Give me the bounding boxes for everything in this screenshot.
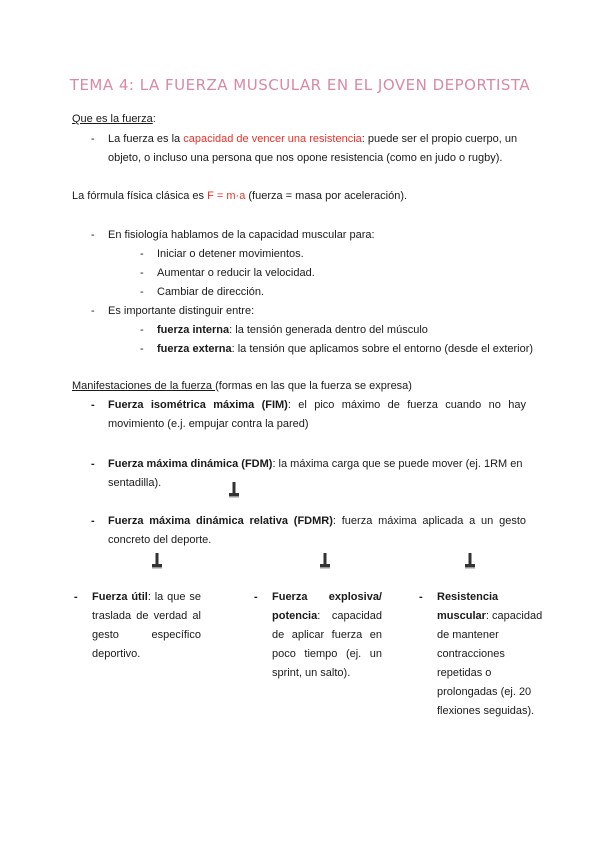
down-arrow-icon xyxy=(152,553,162,569)
down-arrow-icon xyxy=(320,553,330,569)
fim-item: Fuerza isométrica máxima (FIM): el pico máximo de fuerza cuando no hay movimiento (e.j. empujar contra la pared) xyxy=(108,399,526,430)
explosive-force-column: Fuerza explosiva/ potencia: capacidad de aplicar fuerza en poco tiempo (ej. un sprint, un salto). xyxy=(272,591,382,679)
distinguish-intro: Es importante distinguir entre: xyxy=(108,305,255,317)
bullet-dash: - xyxy=(91,515,95,527)
formula-paragraph: La fórmula física clásica es F = m·a (fuerza = masa por aceleración). xyxy=(72,190,408,202)
fdmr-item: Fuerza máxima dinámica relativa (FDMR): fuerza máxima aplicada a un gesto concreto del deporte. xyxy=(108,515,526,546)
bullet-dash: - xyxy=(91,133,95,145)
sub-bullet-dash: - xyxy=(140,324,144,336)
section-heading-what-is-force: Que es la fuerza: xyxy=(72,113,156,125)
bullet-dash: - xyxy=(91,229,95,241)
external-force: fuerza externa: la tensión que aplicamos sobre el entorno (desde el exterior) xyxy=(157,343,534,355)
physiology-intro: En fisiología hablamos de la capacidad muscular para: xyxy=(108,229,375,241)
highlight-text: capacidad de vencer una resistencia xyxy=(183,133,362,145)
sub-bullet-dash: - xyxy=(140,248,144,260)
bullet-dash: - xyxy=(91,399,95,411)
physiology-item: Iniciar o detener movimientos. xyxy=(157,248,304,260)
bullet-dash: - xyxy=(91,458,95,470)
internal-force: fuerza interna: la tensión generada dentro del músculo xyxy=(157,324,428,336)
page-title: TEMA 4: LA FUERZA MUSCULAR EN EL JOVEN DEPORTISTA xyxy=(69,76,531,94)
force-definition: La fuerza es la capacidad de vencer una resistencia: puede ser el propio cuerpo, un objeto, o incluso una persona que nos opone resistencia (como en judo o rugby). xyxy=(108,133,518,164)
bullet-dash: - xyxy=(419,591,423,603)
fdm-item: Fuerza máxima dinámica (FDM): la máxima carga que se puede mover (ej. 1RM en sentadilla). xyxy=(108,458,523,489)
down-arrow-icon xyxy=(229,482,239,498)
sub-bullet-dash: - xyxy=(140,343,144,355)
muscular-endurance-column: Resistencia muscular: capacidad de mantener contracciones repetidas o prolongadas (ej. 20 flexiones seguidas). xyxy=(437,591,543,717)
useful-force-column: Fuerza útil: la que se traslada de verdad al gesto específico deportivo. xyxy=(92,591,201,660)
bullet-dash: - xyxy=(74,591,78,603)
sub-bullet-dash: - xyxy=(140,267,144,279)
bullet-dash: - xyxy=(254,591,258,603)
down-arrow-icon xyxy=(465,553,475,569)
bullet-dash: - xyxy=(91,305,95,317)
manifestations-heading: Manifestaciones de la fuerza (formas en las que la fuerza se expresa) xyxy=(72,380,412,392)
formula-highlight: F = m·a xyxy=(207,190,246,202)
physiology-item: Cambiar de dirección. xyxy=(157,286,264,298)
sub-bullet-dash: - xyxy=(140,286,144,298)
physiology-item: Aumentar o reducir la velocidad. xyxy=(157,267,315,279)
